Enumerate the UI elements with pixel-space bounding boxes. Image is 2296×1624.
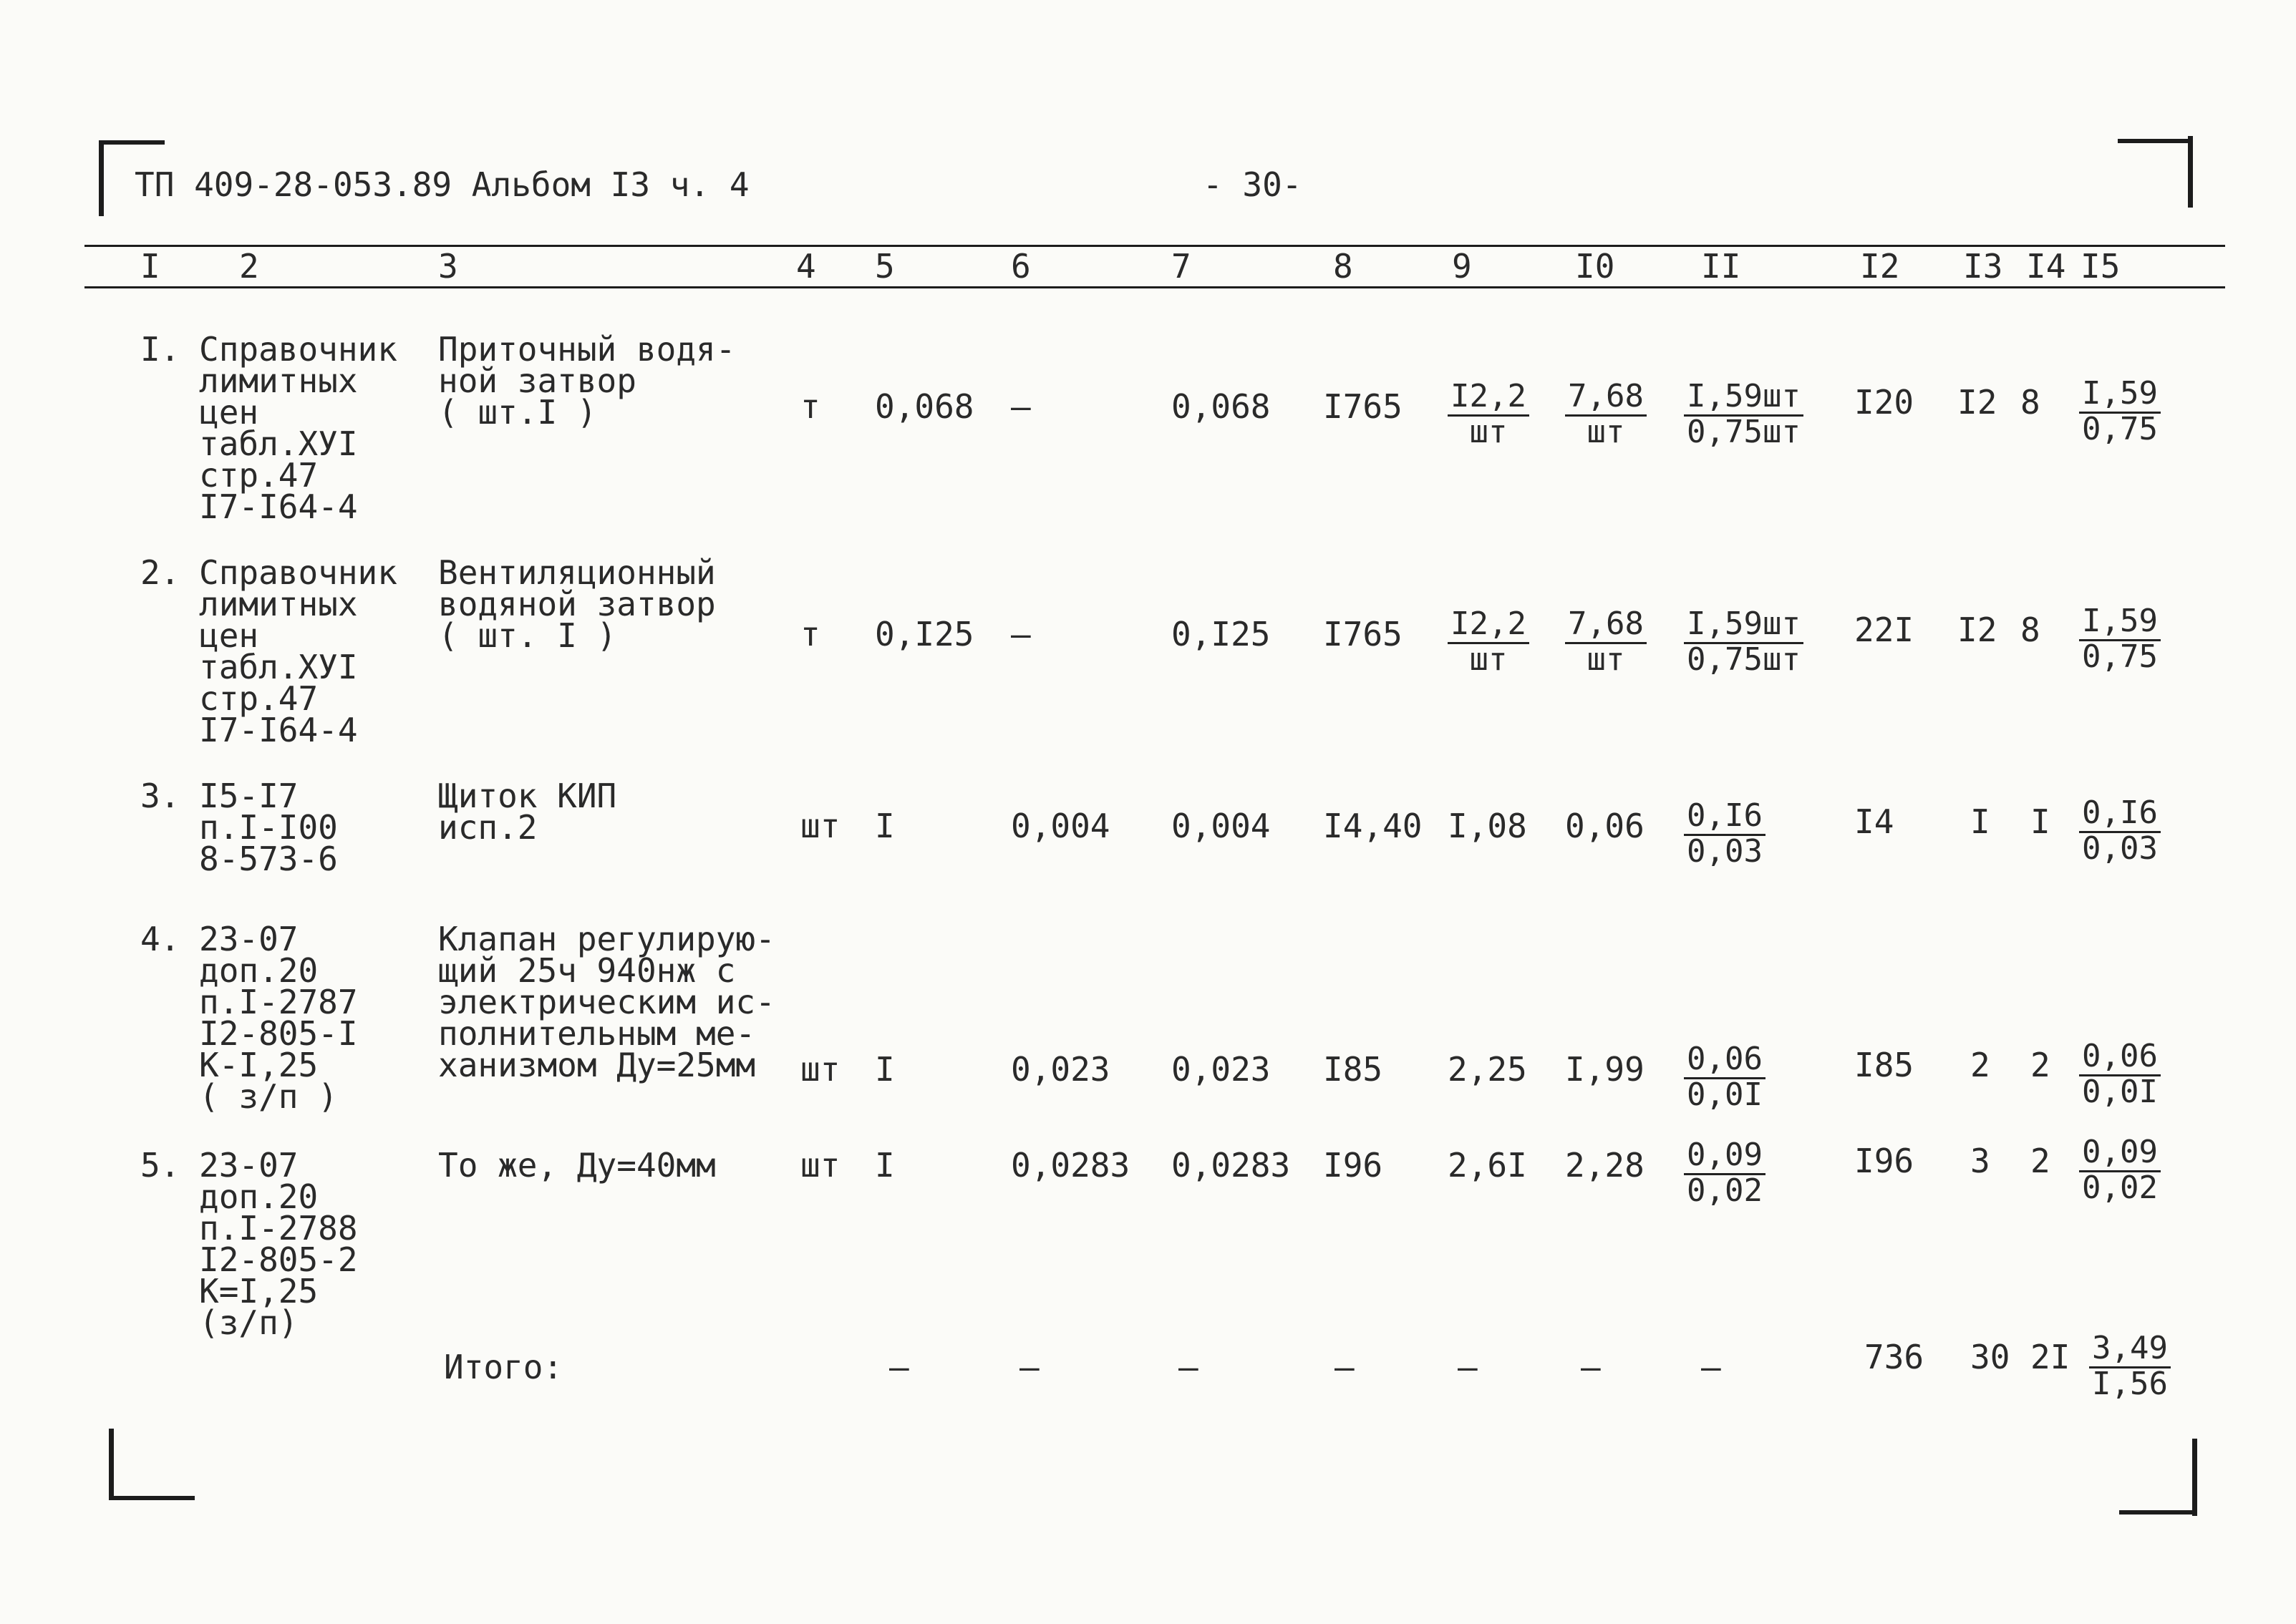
cell-11-numerator: I,59шт bbox=[1684, 381, 1803, 417]
name-line: ханизмом Ду=25мм bbox=[438, 1046, 756, 1084]
page-number: - 30- bbox=[1203, 165, 1302, 204]
name-line: электрическим ис- bbox=[438, 983, 775, 1021]
total-label: Итого: bbox=[444, 1348, 563, 1386]
corner-top-left-vertical bbox=[99, 140, 104, 216]
total-dash: – bbox=[1335, 1348, 1355, 1386]
corner-top-left-horizontal bbox=[99, 140, 165, 145]
cell-7: 0,068 bbox=[1171, 387, 1271, 426]
total-dash: – bbox=[1019, 1348, 1040, 1386]
source-line: Справочник bbox=[199, 553, 397, 592]
cell-12: 22I bbox=[1854, 611, 1914, 649]
column-number: 8 bbox=[1333, 247, 1353, 286]
source-line: лимитных bbox=[199, 585, 358, 623]
name-line: полнительным ме- bbox=[438, 1014, 756, 1053]
header-rule-bottom bbox=[84, 286, 2225, 288]
cell-15-denominator: 0,0I bbox=[2082, 1074, 2158, 1110]
cell-5: 0,068 bbox=[875, 387, 974, 426]
cell-14: 8 bbox=[2020, 611, 2040, 649]
cell-11-numerator: 0,I6 bbox=[1684, 800, 1765, 836]
cell-15-numerator: I,59 bbox=[2079, 606, 2161, 641]
cell-15 bbox=[2079, 1038, 2161, 1110]
cell-10-numerator: 7,68 bbox=[1565, 381, 1647, 417]
cell-8: I96 bbox=[1323, 1146, 1383, 1185]
cell-8: I4,40 bbox=[1323, 807, 1423, 845]
cell-13: I2 bbox=[1957, 611, 1997, 649]
cell-14: 8 bbox=[2020, 383, 2040, 422]
document-title: ТП 409-28-053.89 Альбом I3 ч. 4 bbox=[135, 165, 750, 204]
total-dash: – bbox=[889, 1348, 909, 1386]
cell-12: I4 bbox=[1854, 802, 1894, 841]
cell-11-denominator: 0,02 bbox=[1687, 1172, 1763, 1209]
cell-10: I,99 bbox=[1565, 1050, 1645, 1089]
column-number: 2 bbox=[239, 247, 259, 286]
source-line: цен bbox=[199, 616, 259, 655]
source-line: стр.47 bbox=[199, 679, 319, 718]
cell-7: 0,004 bbox=[1171, 807, 1271, 845]
source-line: п.I-I00 bbox=[199, 808, 338, 847]
cell-15 bbox=[2079, 603, 2161, 675]
corner-bottom-left-vertical bbox=[109, 1429, 114, 1500]
name-line: Клапан регулирую- bbox=[438, 920, 775, 958]
cell-14: 2 bbox=[2030, 1142, 2050, 1180]
source-line: доп.20 bbox=[199, 951, 319, 990]
cell-6: 0,004 bbox=[1011, 807, 1110, 845]
cell-8: I765 bbox=[1323, 387, 1403, 426]
column-number: 6 bbox=[1011, 247, 1031, 286]
total-14: 2I bbox=[2030, 1338, 2070, 1376]
cell-12: I96 bbox=[1854, 1142, 1914, 1180]
cell-15-numerator: 0,06 bbox=[2079, 1041, 2161, 1076]
source-line: 23-07 bbox=[199, 1146, 299, 1185]
corner-bottom-right-vertical bbox=[2192, 1439, 2197, 1516]
cell-6: – bbox=[1011, 387, 1031, 426]
source-line: I7-I64-4 bbox=[199, 711, 358, 749]
cell-11 bbox=[1684, 608, 1803, 676]
cell-11-denominator: 0,75шт bbox=[1687, 641, 1801, 678]
header-rule-top bbox=[84, 245, 2225, 247]
cell-15-numerator: I,59 bbox=[2079, 378, 2161, 414]
source-line: I5-I7 bbox=[199, 777, 299, 815]
total-12: 736 bbox=[1864, 1338, 1924, 1376]
column-number: I2 bbox=[1860, 247, 1900, 286]
source-line: лимитных bbox=[199, 361, 358, 400]
source-line: п.I-2788 bbox=[199, 1209, 358, 1248]
cell-8: I85 bbox=[1323, 1050, 1383, 1089]
row-number: I. bbox=[140, 330, 180, 369]
cell-10 bbox=[1565, 378, 1647, 450]
cell-9-numerator: I2,2 bbox=[1448, 608, 1529, 644]
cell-11 bbox=[1684, 1041, 1765, 1113]
column-number: I5 bbox=[2081, 247, 2121, 286]
corner-top-right-horizontal bbox=[2118, 139, 2192, 143]
cell-6: 0,023 bbox=[1011, 1050, 1110, 1089]
column-number: I bbox=[140, 247, 160, 286]
cell-7: 0,023 bbox=[1171, 1050, 1271, 1089]
total-15-numerator: 3,49 bbox=[2089, 1333, 2171, 1368]
cell-11-denominator: 0,0I bbox=[1687, 1076, 1763, 1113]
cell-6: – bbox=[1011, 615, 1031, 653]
total-dash: – bbox=[1701, 1348, 1721, 1386]
source-line: 23-07 bbox=[199, 920, 299, 958]
total-dash: – bbox=[1458, 1348, 1478, 1386]
cell-5: I bbox=[875, 1146, 895, 1185]
cell-9 bbox=[1448, 608, 1529, 676]
source-line: I2-805-I bbox=[199, 1014, 358, 1053]
cell-10 bbox=[1565, 608, 1647, 676]
name-line: Приточный водя- bbox=[438, 330, 736, 369]
cell-15-numerator: 0,09 bbox=[2079, 1137, 2161, 1172]
total-13: 30 bbox=[1970, 1338, 2010, 1376]
source-line: Справочник bbox=[199, 330, 397, 369]
cell-10-denominator: шт bbox=[1587, 641, 1625, 678]
source-line: стр.47 bbox=[199, 456, 319, 495]
unit: шт bbox=[800, 1050, 841, 1089]
cell-11 bbox=[1684, 797, 1765, 870]
cell-15-denominator: 0,75 bbox=[2082, 638, 2158, 675]
cell-15-numerator: 0,I6 bbox=[2079, 797, 2161, 833]
name-line: То же, Ду=40мм bbox=[438, 1146, 716, 1185]
source-line: цен bbox=[199, 393, 259, 432]
column-number: 4 bbox=[796, 247, 816, 286]
source-line: ( з/п ) bbox=[199, 1077, 338, 1116]
cell-10: 0,06 bbox=[1565, 807, 1645, 845]
corner-top-right-vertical bbox=[2188, 136, 2193, 208]
unit: т bbox=[800, 387, 820, 426]
cell-15-denominator: 0,75 bbox=[2082, 411, 2158, 447]
source-line: 8-573-6 bbox=[199, 840, 338, 878]
cell-12: I85 bbox=[1854, 1046, 1914, 1084]
cell-15-denominator: 0,03 bbox=[2082, 830, 2158, 867]
column-number: 9 bbox=[1452, 247, 1472, 286]
source-line: п.I-2787 bbox=[199, 983, 358, 1021]
cell-5: I bbox=[875, 807, 895, 845]
cell-6: 0,0283 bbox=[1011, 1146, 1130, 1185]
cell-9: 2,25 bbox=[1448, 1050, 1527, 1089]
source-line: К=I,25 bbox=[199, 1272, 319, 1311]
row-number: 5. bbox=[140, 1146, 180, 1185]
cell-11-denominator: 0,03 bbox=[1687, 833, 1763, 870]
cell-9: 2,6I bbox=[1448, 1146, 1527, 1185]
cell-10-denominator: шт bbox=[1587, 414, 1625, 450]
cell-15-denominator: 0,02 bbox=[2082, 1170, 2158, 1206]
unit: шт bbox=[800, 807, 841, 845]
cell-9: I,08 bbox=[1448, 807, 1527, 845]
column-number: 7 bbox=[1171, 247, 1191, 286]
name-line: Вентиляционный bbox=[438, 553, 716, 592]
cell-10: 2,28 bbox=[1565, 1146, 1645, 1185]
cell-10-numerator: 7,68 bbox=[1565, 608, 1647, 644]
cell-13: I bbox=[1970, 802, 1990, 841]
cell-12: I20 bbox=[1854, 383, 1914, 422]
cell-13: 3 bbox=[1970, 1142, 1990, 1180]
source-line: К-I,25 bbox=[199, 1046, 319, 1084]
cell-13: I2 bbox=[1957, 383, 1997, 422]
source-line: (з/п) bbox=[199, 1303, 299, 1342]
column-number: I0 bbox=[1575, 247, 1615, 286]
source-line: табл.ХУI bbox=[199, 648, 358, 686]
cell-9-denominator: шт bbox=[1469, 414, 1508, 450]
name-line: ( шт. I ) bbox=[438, 616, 617, 655]
name-line: исп.2 bbox=[438, 808, 538, 847]
cell-11 bbox=[1684, 378, 1803, 450]
source-line: I7-I64-4 bbox=[199, 487, 358, 526]
corner-bottom-right-horizontal bbox=[2119, 1510, 2196, 1514]
column-number: II bbox=[1701, 247, 1741, 286]
column-number: I3 bbox=[1963, 247, 2003, 286]
total-dash: – bbox=[1581, 1348, 1601, 1386]
cell-14: 2 bbox=[2030, 1046, 2050, 1084]
cell-15 bbox=[2079, 1134, 2161, 1206]
corner-bottom-left-horizontal bbox=[109, 1496, 195, 1500]
name-line: водяной затвор bbox=[438, 585, 716, 623]
cell-11 bbox=[1684, 1139, 1765, 1207]
total-15 bbox=[2089, 1330, 2171, 1402]
total-dash: – bbox=[1178, 1348, 1198, 1386]
cell-11-denominator: 0,75шт bbox=[1687, 414, 1801, 450]
cell-9-numerator: I2,2 bbox=[1448, 381, 1529, 417]
row-number: 2. bbox=[140, 553, 180, 592]
cell-7: 0,0283 bbox=[1171, 1146, 1291, 1185]
cell-14: I bbox=[2030, 802, 2050, 841]
column-number: 3 bbox=[438, 247, 458, 286]
cell-5: 0,I25 bbox=[875, 615, 974, 653]
cell-9-denominator: шт bbox=[1469, 641, 1508, 678]
cell-15 bbox=[2079, 375, 2161, 447]
cell-7: 0,I25 bbox=[1171, 615, 1271, 653]
name-line: Щиток КИП bbox=[438, 777, 617, 815]
source-line: доп.20 bbox=[199, 1177, 319, 1216]
name-line: щий 25ч 940нж с bbox=[438, 951, 736, 990]
cell-15 bbox=[2079, 794, 2161, 867]
cell-11-numerator: I,59шт bbox=[1684, 608, 1803, 644]
source-line: табл.ХУI bbox=[199, 424, 358, 463]
cell-5: I bbox=[875, 1050, 895, 1089]
name-line: ( шт.I ) bbox=[438, 393, 597, 432]
unit: т bbox=[800, 615, 820, 653]
cell-8: I765 bbox=[1323, 615, 1403, 653]
cell-11-numerator: 0,09 bbox=[1684, 1139, 1765, 1175]
cell-11-numerator: 0,06 bbox=[1684, 1044, 1765, 1079]
cell-9 bbox=[1448, 378, 1529, 450]
unit: шт bbox=[800, 1146, 841, 1185]
row-number: 3. bbox=[140, 777, 180, 815]
cell-13: 2 bbox=[1970, 1046, 1990, 1084]
total-15-denominator: I,56 bbox=[2092, 1366, 2168, 1402]
column-number: I4 bbox=[2026, 247, 2066, 286]
name-line: ной затвор bbox=[438, 361, 636, 400]
source-line: I2-805-2 bbox=[199, 1240, 358, 1279]
column-number: 5 bbox=[875, 247, 895, 286]
row-number: 4. bbox=[140, 920, 180, 958]
